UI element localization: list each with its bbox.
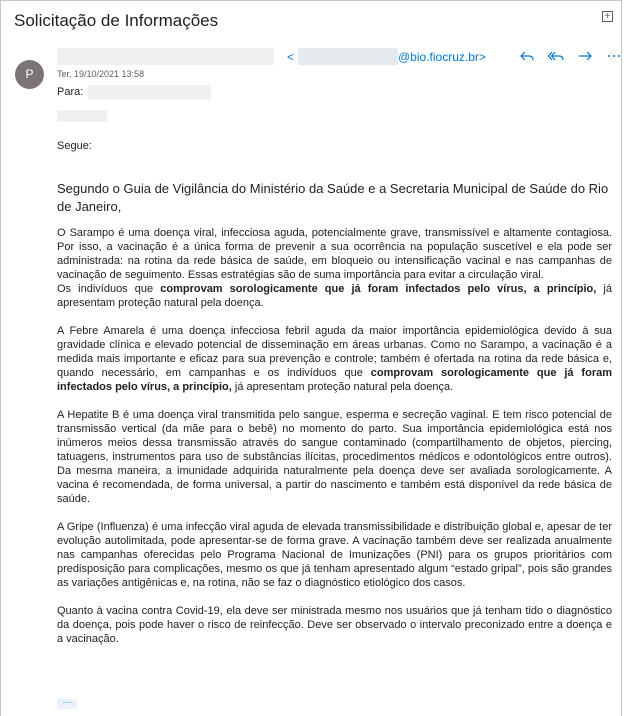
message-actions (519, 48, 622, 66)
paragraph-covid: Quanto à vacina contra Covid-19, ela deve ser ministrada mesmo nos usuários que já tenham tido o diagnóstico da doença, pois pode haver o risco de reinfecção. Deve ser observado o intervalo preconizado entre a doença e a vacinação. (57, 605, 612, 645)
text: A Febre Amarela é uma doença infecciosa febril aguda da maior importância epidemiológica devido à sua gravidade clínica e elevado potencial de disseminação em áreas urbanas. Como no Sarampo, a vacinação é a medida mais importante e eficaz para sua prevenção e controle; também é ofertada na rotina da rede básica e, quando necessário, em campanhas e os indivíduos que (57, 325, 612, 379)
bold-text: comprovam sorologicamente que já foram infectados pelo vírus, a princípio, (57, 367, 612, 393)
sender-email-redacted (298, 48, 398, 65)
reply-all-icon[interactable] (548, 49, 564, 65)
avatar[interactable]: P (15, 60, 44, 89)
bold-text: comprovam sorologicamente que já foram infectados pelo vírus, a princípio, (160, 283, 597, 295)
email-subject: Solicitação de Informações (14, 11, 219, 30)
subject-bar (0, 0, 622, 42)
sender-name-redacted (57, 48, 274, 65)
forward-icon[interactable] (577, 49, 593, 65)
sender-email-domain[interactable]: @bio.fiocruz.br> (398, 50, 486, 64)
paragraph-hepatite-b: A Hepatite B é uma doença viral transmitida pelo sangue, esperma e secreção vaginal. E tem risco potencial de transmissão vertical (da mãe para o bebê) no momento do parto. Sua importância epidemiológica está nos inúmeros meios dessa transmissão através do sangue contaminado (compartilhamento de objetos, piercing, tatuagens, instrumentos para uso de substâncias ilícitas, procedimentos médicos e odontológicos entre outros). Da mesma maneira, a imunidade adquirida naturalmente pela doença deve ser avaliada sorologicamente. A vacina é recomendada, de forma universal, a partir do nascimento e também está disponível da rede básica de saúde. (57, 409, 612, 505)
recipient-redacted (88, 85, 211, 100)
more-icon[interactable] (606, 49, 622, 65)
paragraph-febre-amarela (57, 324, 612, 394)
text: já apresentam proteção natural pela doença. (57, 283, 612, 309)
to-label: Para: (57, 86, 84, 98)
paragraph-gripe: A Gripe (Influenza) é uma infecção viral aguda de elevada transmissibilidade e distribuição global e, apesar de ter evolução autolimitada, pode apresentar-se de forma grave. A vacinação também deve ser realizada anualmente nas campanhas oferecidas pelo Programa Nacional de Imunizações (PNI) para os grupos prioritários com predisposição para complicações, mesmo os que já tenham apresentado algum “estado gripal”, pois são grandes as variações antigênicas e, na rotina, não se faz o diagnóstico etiológico dos casos. (57, 521, 612, 589)
text: já apresentam proteção natural pela doença. (231, 381, 454, 393)
message-body (57, 226, 612, 646)
show-more-button[interactable]: ··· (57, 699, 77, 709)
text: Os indivíduos que (57, 283, 161, 295)
paragraph-sarampo: O Sarampo é uma doença viral, infecciosa aguda, potencialmente grave, transmissível e altamente contagiosa. Por isso, a vacinação é a única forma de prevenir a sua ocorrência na população suscetível e ela pode ser administrada: na rotina da rede básica de saúde, em bloqueio ou intensificação vacinal e nas campanhas de vacinação de seguimento. Essas estratégias são de suma importância para evitar a circulação viral. (57, 227, 612, 281)
sender-email-prefix: < (287, 50, 295, 64)
reply-icon[interactable] (519, 49, 535, 65)
body-segue: Segue: (57, 140, 92, 152)
redacted-line (57, 110, 107, 122)
paragraph-sarampo-protection (57, 282, 612, 310)
expand-icon[interactable]: + (602, 11, 613, 22)
body-intro: Segundo o Guia de Vigilância do Ministério da Saúde e a Secretaria Municipal de Saúde do Rio de Janeiro, (57, 181, 609, 214)
message-date: Ter, 19/10/2021 13:58 (57, 69, 145, 79)
